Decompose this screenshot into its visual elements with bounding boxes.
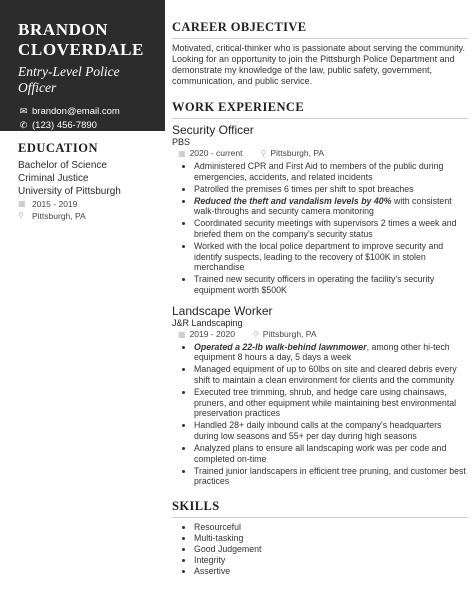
calendar-icon: ▦ — [178, 329, 186, 339]
work-heading: WORK EXPERIENCE — [172, 100, 305, 114]
job-role: Security Officer — [172, 123, 254, 137]
school-name: University of Pittsburgh — [18, 186, 121, 197]
contact-location: Pittsburgh, PA — [32, 133, 93, 144]
map-pin-icon: ⚲ — [260, 149, 267, 158]
list-item: • Executed tree trimming, shrub, and hedge care using chainsaws, pruners, and other equipment while maintaining best environmental preservation practices — [194, 387, 468, 419]
list-item: • Analyzed plans to ensure all landscaping work was per code and completed on-time — [194, 443, 468, 464]
calendar-icon: ▦ — [18, 199, 26, 208]
section-divider — [172, 118, 468, 119]
list-item: • Coordinated security meetings with supervisors 2 times a week and briefed them on the company's security status — [194, 218, 468, 239]
education-dates-row — [18, 198, 155, 210]
contact-email[interactable]: brandon@email.com — [32, 106, 120, 117]
objective-heading: CAREER OBJECTIVE — [172, 20, 307, 34]
email-icon: ✉ — [19, 106, 28, 116]
job-meta — [178, 148, 468, 159]
job-entry — [172, 123, 468, 296]
phone-icon: ✆ — [19, 119, 28, 130]
education-dates: 2015 - 2019 — [32, 199, 78, 209]
job-entry — [172, 304, 468, 487]
job-bullets — [172, 342, 468, 487]
list-item: • Resourceful — [194, 522, 468, 533]
contact-phone: (123) 456-7890 — [32, 119, 97, 131]
section-divider — [172, 517, 468, 518]
skills-heading: SKILLS — [172, 498, 220, 513]
skills-list — [172, 522, 468, 577]
education-section — [0, 131, 165, 222]
job-title: Entry-Level Police Officer — [18, 64, 120, 95]
list-item: • Good Judgement — [194, 544, 468, 555]
job-dates: 2019 - 2020 — [189, 328, 235, 339]
education-location-row — [18, 210, 155, 222]
job-company: PBS — [172, 137, 191, 147]
map-pin-icon: ⚲ — [252, 329, 259, 339]
job-location: Pittsburgh, PA — [262, 328, 317, 339]
map-pin-icon: ⚲ — [18, 211, 24, 220]
section-divider — [172, 38, 468, 39]
work-section — [172, 100, 468, 487]
list-item: • Administered CPR and First Aid to members of the public during emergencies, accidents, and related incidents — [194, 161, 468, 182]
degree-line-1: Bachelor of Science — [18, 160, 107, 171]
job-meta — [178, 329, 468, 340]
job-role: Landscape Worker — [172, 303, 273, 318]
map-pin-icon: ⚲ — [20, 133, 27, 143]
list-item: • Managed equipment of up to 60lbs on site and cleared debris every shift to maintain a clean environment for clients and the community — [194, 364, 468, 385]
main-content — [172, 0, 468, 577]
list-item: • Assertive — [194, 566, 468, 577]
list-item: • Multi-tasking — [194, 533, 468, 544]
list-item: • Operated a 22-lb walk-behind lawnmower, among other hi-tech equipment 8 hours a day, 5 days a week — [194, 342, 468, 363]
job-company: J&R Landscaping — [172, 317, 243, 328]
job-bullets — [172, 161, 468, 296]
name-line-2: CLOVERDALE — [18, 40, 144, 59]
job-dates: 2020 - current — [189, 148, 243, 158]
sidebar — [0, 0, 165, 611]
education-heading: EDUCATION — [18, 141, 98, 155]
calendar-icon: ▦ — [178, 149, 186, 158]
objective-section — [172, 20, 468, 87]
contact-email-row — [18, 105, 155, 119]
list-item: • Worked with the local police department to improve security and identify suspects, leading to the recovery of $100K in stolen merchandise — [194, 241, 468, 273]
name-line-1: BRANDON — [18, 20, 109, 39]
objective-text: Motivated, critical-thinker who is passionate about serving the community. Looking for an opportunity to join the Pittsburgh Police Department and demonstrate my knowledge of the law, public safety, government, communication, and public service. — [172, 43, 465, 86]
education-location: Pittsburgh, PA — [32, 211, 86, 221]
list-item: • Reduced the theft and vandalism levels by 40% with consistent walk-throughs and security camera monitoring — [194, 196, 468, 217]
list-item: • Patrolled the premises 6 times per shift to spot breaches — [194, 184, 468, 195]
sidebar-header — [0, 0, 165, 144]
job-location: Pittsburgh, PA — [270, 148, 325, 158]
list-item: • Handled 28+ daily inbound calls at the company's headquarters during low seasons and 55+ per day during high seasons — [194, 420, 468, 441]
contact-phone-row — [18, 119, 155, 133]
degree-line-2: Criminal Justice — [18, 173, 89, 184]
candidate-name — [18, 20, 155, 60]
degree — [18, 159, 155, 185]
list-item: • Trained junior landscapers in efficient tree pruning, and customer best practices — [194, 466, 468, 487]
skills-section — [172, 499, 468, 577]
list-item: • Trained new security officers in operating the facility's security equipment worth $500K — [194, 274, 468, 295]
list-item: • Integrity — [194, 555, 468, 566]
